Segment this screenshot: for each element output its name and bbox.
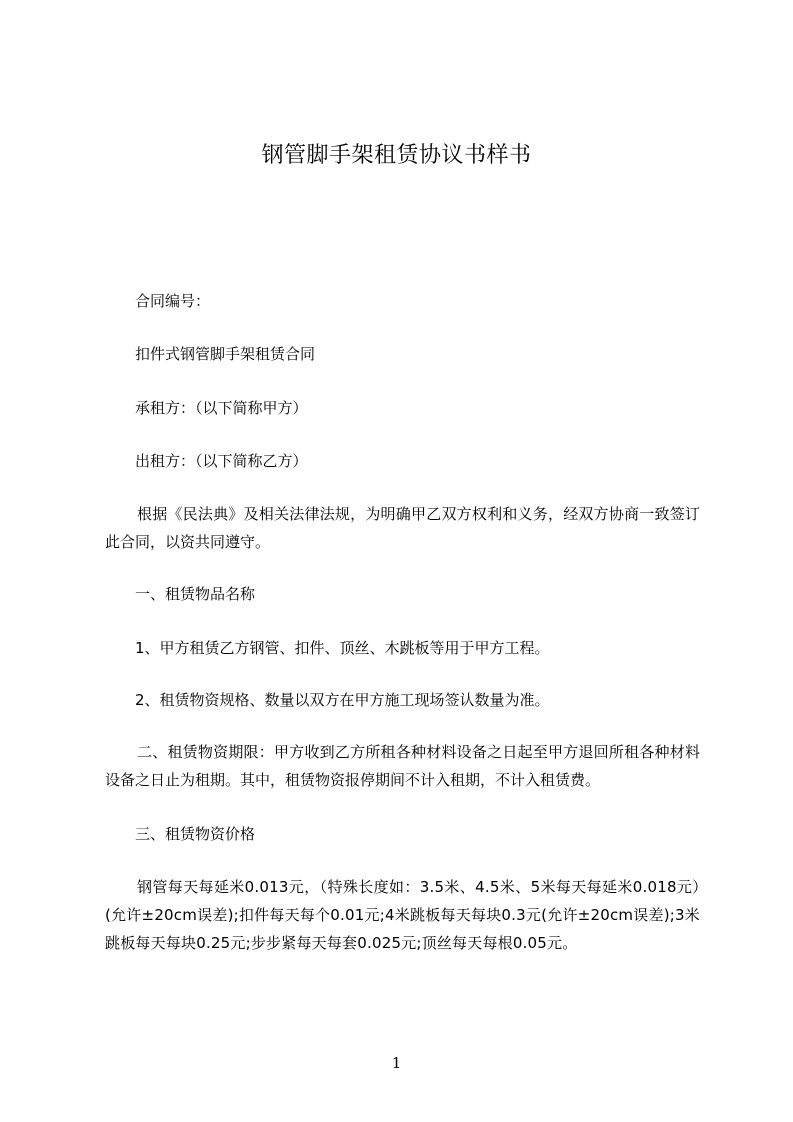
page-number: 1 — [391, 1054, 402, 1072]
lessee-line: 承租方：（以下简称甲方） — [135, 399, 308, 417]
section1-item1: 1、甲方租赁乙方钢管、扣件、顶丝、木跳板等用于甲方工程。 — [135, 639, 550, 657]
section1-heading: 一、租赁物品名称 — [135, 585, 256, 603]
section2-paragraph: 二、租赁物资期限：甲方收到乙方所租各种材料设备之日起至甲方退回所租各种材料设备之日止为租期。其中，租赁物资报停期间不计入租期，不计入租赁费。 — [105, 743, 700, 789]
lessor-line: 出租方：（以下简称乙方） — [135, 452, 308, 470]
contract-number-label: 合同编号： — [135, 292, 211, 310]
section3-heading: 三、租赁物资价格 — [135, 825, 256, 843]
document-title: 钢管脚手架租赁协议书样书 — [261, 143, 532, 168]
contract-name: 扣件式钢管脚手架租赁合同 — [135, 345, 316, 363]
section1-item2: 2、租赁物资规格、数量以双方在甲方施工现场签认数量为准。 — [135, 691, 550, 709]
intro-paragraph: 根据《民法典》及相关法律法规，为明确甲乙双方权利和义务，经双方协商一致签订此合同，以资共同遵守。 — [105, 505, 700, 551]
section3-paragraph: 钢管每天每延米0.013元，（特殊长度如：3.5米、4.5米、5米每天每延米0.018元）(允许±20cm误差);扣件每天每个0.01元;4米跳板每天每块0.3元(允许±20cm误差);3米跳板每天每块0.25元;步步紧每天每套0.025元;顶丝每天每根0.05元。 — [105, 878, 700, 952]
